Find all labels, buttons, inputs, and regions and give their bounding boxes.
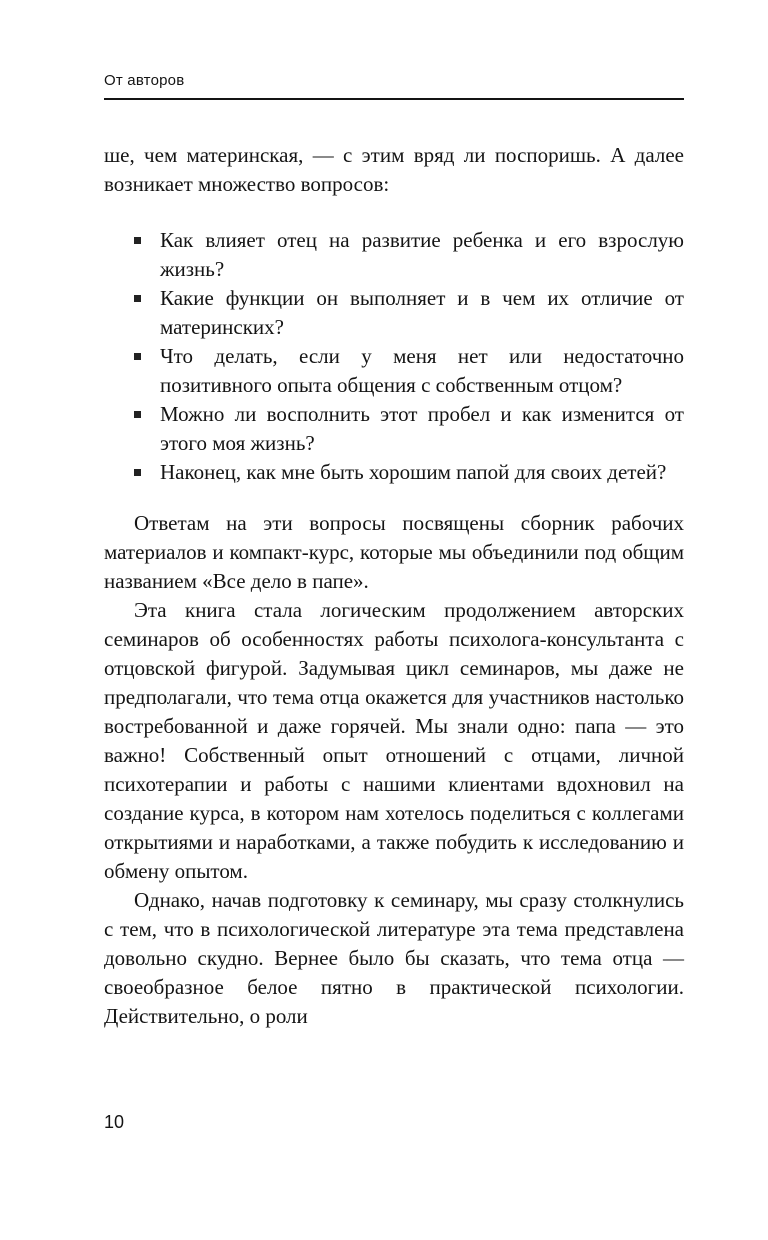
list-item [104,458,684,487]
page-number: 10 [104,1112,125,1132]
bullet-list [104,226,684,487]
square-bullet-icon [134,469,141,476]
running-header: От авторов [104,72,185,89]
paragraph: Эта книга стала логическим продолжением авторских семинаров об особенностях работы психолога-консультанта с отцовской фигурой. Задумывая цикл семинаров, мы даже не предполагали, что тема отца окажется для участников настолько востребованной и даже горячей. Мы знали одно: папа — это важно! Собственный опыт отношений с отцами, личной психотерапии и работы с нашими клиентами вдохновил на создание курса, в котором нам хотелось поделиться с коллегами открытиями и наработками, а также побудить к исследованию и обмену опытом. [104,598,684,883]
page-header [104,72,684,100]
page-footer [104,1112,124,1133]
paragraph: Ответам на эти вопросы посвящены сборник рабочих материалов и компакт-курс, которые мы объединили под общим названием «Все дело в папе». [104,511,684,593]
paragraph: Однако, начав подготовку к семинару, мы сразу столкнулись с тем, что в психологической литературе эта тема представлена довольно скудно. Вернее было бы сказать, что тема отца — своеобразное белое пятно в практической психологии. Действительно, о роли [104,888,684,1028]
list-item-text: Наконец, как мне быть хорошим папой для своих детей? [160,460,667,484]
opening-paragraph: ше, чем материнская, — с этим вряд ли поспоришь. А далее возникает множество вопросов: [104,143,684,196]
square-bullet-icon [134,295,141,302]
square-bullet-icon [134,237,141,244]
list-item [104,400,684,458]
list-item [104,342,684,400]
list-item [104,226,684,284]
square-bullet-icon [134,353,141,360]
list-item-text: Что делать, если у меня нет или недостаточно позитивного опыта общения с собственным отцом? [160,344,684,397]
page-body [104,141,684,1031]
list-item-text: Какие функции он выполняет и в чем их отличие от материнских? [160,286,684,339]
square-bullet-icon [134,411,141,418]
list-item-text: Можно ли восполнить этот пробел и как изменится от этого моя жизнь? [160,402,684,455]
list-item [104,284,684,342]
list-item-text: Как влияет отец на развитие ребенка и его взрослую жизнь? [160,228,684,281]
header-rule [104,98,684,100]
